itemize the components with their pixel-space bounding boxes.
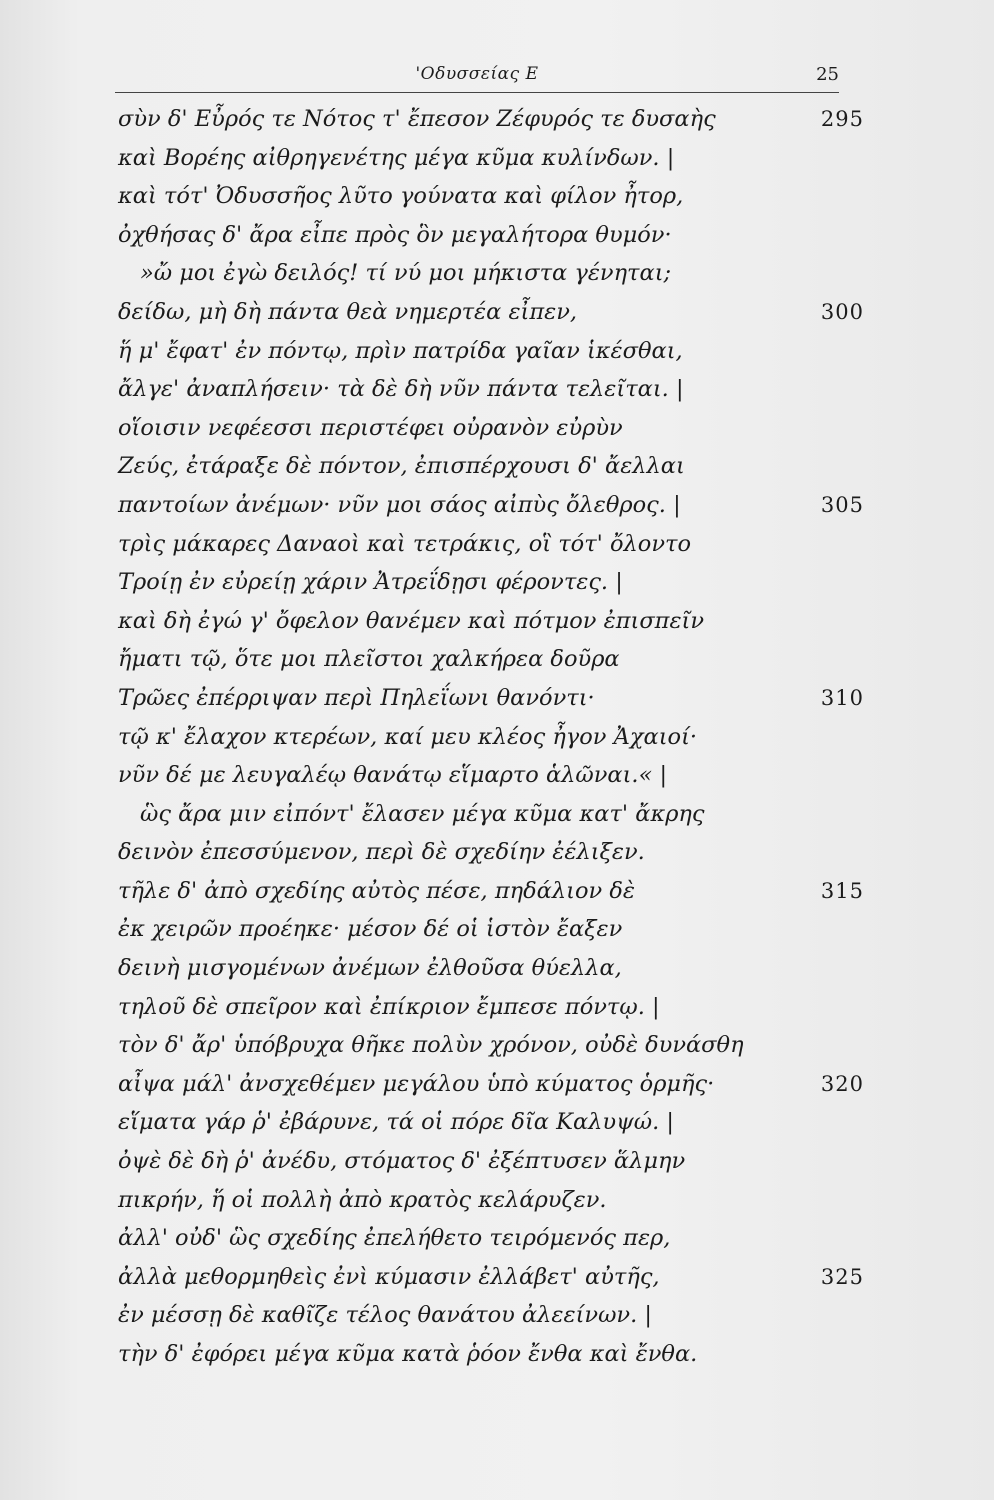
verse-text: καὶ δὴ ἐγώ γ' ὄφελον θανέμεν καὶ πότμον ἐπισπεῖν [118,607,705,634]
verse-line [118,949,878,988]
verse-line [118,293,878,332]
verse-text: τὴν δ' ἐφόρει μέγα κῦμα κατὰ ῥόον ἔνθα καὶ ἔνθα. [118,1341,698,1367]
verse-text: δεινὸν ἐπεσσύμενον, περὶ δὲ σχεδίην ἐέλιξεν. [118,839,645,866]
verse-text: τηλοῦ δὲ σπεῖρον καὶ ἐπίκριον ἔμπεσε πόντῳ. | [118,993,660,1020]
line-number: 315 [820,878,864,903]
verse-text: »ὤ μοι ἐγὼ δειλός! τί νύ μοι μήκιστα γένηται; [140,260,672,287]
verse-text: τῷ κ' ἔλαχον κτερέων, καί μευ κλέος ἦγον Ἀχαιοί· [118,723,698,750]
verse-text: νῦν δέ με λευγαλέῳ θανάτῳ εἵμαρτο ἁλῶναι.« | [118,762,668,789]
verse-text: δεινὴ μισγομένων ἀνέμων ἐλθοῦσα θύελλα, [118,955,622,982]
verse-line [118,216,878,255]
verse-line [118,1258,878,1297]
verse-text: Τρῶες ἐπέρριψαν περὶ Πηλεΐωνι θανόντι· [118,684,595,711]
verse-line [118,525,878,564]
verse-line [118,139,878,178]
verse-line [118,1181,878,1220]
verse-text: ἥ μ' ἔφατ' ἐν πόντῳ, πρὶν πατρίδα γαῖαν ἱκέσθαι, [118,337,683,364]
verse-line [118,795,878,834]
verse-line [118,1103,878,1142]
verse-text: ἀλλ' οὐδ' ὣς σχεδίης ἐπελήθετο τειρόμενός περ, [118,1225,671,1252]
verse-line [118,833,878,872]
line-number: 305 [820,492,864,517]
verse-line [118,988,878,1027]
verse-text: ἐκ χειρῶν προέηκε· μέσον δέ οἱ ἱστὸν ἔαξεν [118,916,623,943]
verse-line [118,486,878,525]
verse-text: δείδω, μὴ δὴ πάντα θεὰ νημερτέα εἶπεν, [118,298,578,325]
verse-line [118,409,878,448]
page-header [115,62,839,93]
verse-text: τὸν δ' ἄρ' ὑπόβρυχα θῆκε πολὺν χρόνον, οὐδὲ δυνάσθη [118,1032,744,1059]
verse-text: ἐν μέσσῃ δὲ καθῖζε τέλος θανάτου ἀλεείνων. | [118,1302,652,1329]
verse-line [118,1065,878,1104]
verse-line [118,1219,878,1258]
verse-text: τῆλε δ' ἀπὸ σχεδίης αὐτὸς πέσε, πηδάλιον δὲ [118,877,635,904]
verse-line [118,756,878,795]
verse-line [118,602,878,641]
verse-text: παντοίων ἀνέμων· νῦν μοι σάος αἰπὺς ὄλεθρος. | [118,491,681,518]
line-number: 325 [820,1264,864,1289]
line-number: 300 [820,299,864,324]
verse-line [118,332,878,371]
page-number: 25 [816,64,839,85]
verse-line [118,447,878,486]
verse-text: τρὶς μάκαρες Δαναοὶ καὶ τετράκις, οἳ τότ' ὄλοντο [118,530,692,557]
line-number: 320 [820,1071,864,1096]
line-number: 295 [820,107,864,131]
running-title: 'Οδυσσείας Ε [415,64,539,84]
verse-text: ἤματι τῷ, ὅτε μοι πλεῖστοι χαλκήρεα δοῦρα [118,646,620,673]
verse-line [118,370,878,409]
verse-text: Ζεύς, ἐτάραξε δὲ πόντον, ἐπισπέρχουσι δ' ἄελλαι [118,453,685,480]
verse-line [118,718,878,757]
verse-text: καὶ τότ' Ὀδυσσῆος λῦτο γούνατα καὶ φίλον ἦτορ, [118,183,684,210]
verse-line [118,1026,878,1065]
verse-line [118,910,878,949]
verse-line [118,1142,878,1181]
verse-text: ὣς ἄρα μιν εἰπόντ' ἔλασεν μέγα κῦμα κατ' ἄκρης [140,800,705,827]
verse-text: ὀχθήσας δ' ἄρα εἶπε πρὸς ὃν μεγαλήτορα θυμόν· [118,221,672,248]
verse-line [118,563,878,602]
verse-block [118,100,878,1374]
verse-text: ἀλλὰ μεθορμηθεὶς ἐνὶ κύμασιν ἐλλάβετ' αὐτῆς, [118,1263,660,1290]
verse-text: Τροίῃ ἐν εὐρείῃ χάριν Ἀτρεΐδῃσι φέροντες. | [118,569,623,596]
line-number: 310 [820,685,864,710]
verse-line [118,100,878,139]
verse-line [118,1296,878,1335]
verse-text: καὶ Βορέης αἰθρηγενέτης μέγα κῦμα κυλίνδων. | [118,144,675,171]
verse-line [118,679,878,718]
verse-line [118,640,878,679]
verse-text: αἶψα μάλ' ἀνσχεθέμεν μεγάλου ὑπὸ κύματος ὁρμῆς· [118,1070,715,1097]
verse-text: σὺν δ' Εὖρός τε Νότος τ' ἔπεσον Ζέφυρός τε δυσαὴς [118,106,716,132]
verse-line [118,254,878,293]
verse-text: οἵοισιν νεφέεσσι περιστέφει οὐρανὸν εὐρὺν [118,414,623,441]
verse-text: πικρήν, ἥ οἱ πολλὴ ἀπὸ κρατὸς κελάρυζεν. [118,1186,607,1213]
verse-text: εἵματα γάρ ῥ' ἐβάρυνε, τά οἱ πόρε δῖα Καλυψώ. | [118,1109,674,1136]
verse-text: ἄλγε' ἀναπλήσειν· τὰ δὲ δὴ νῦν πάντα τελεῖται. | [118,376,684,403]
verse-line [118,177,878,216]
verse-text: ὀψὲ δὲ δὴ ῥ' ἀνέδυ, στόματος δ' ἐξέπτυσεν ἅλμην [118,1148,686,1175]
verse-line [118,1335,878,1374]
verse-line [118,872,878,911]
